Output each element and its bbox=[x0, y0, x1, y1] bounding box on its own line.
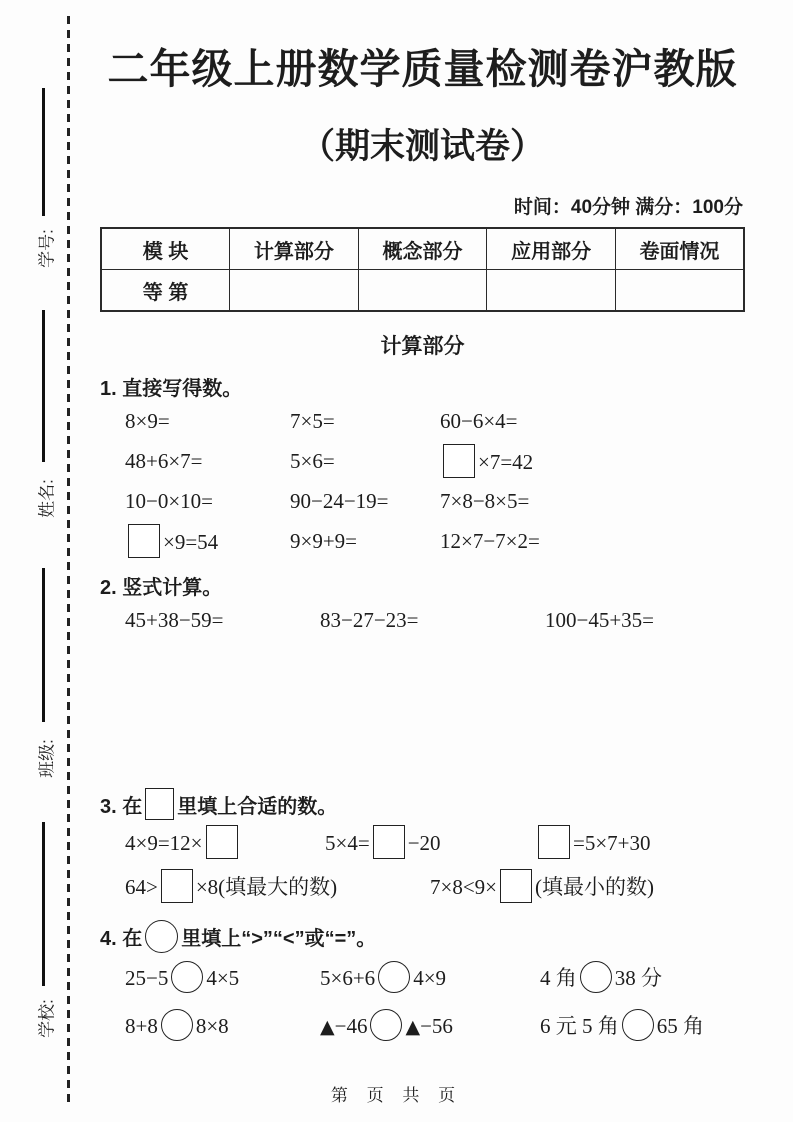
questions-area bbox=[100, 372, 745, 1049]
question-1-row-2 bbox=[100, 441, 745, 481]
writing-line-2 bbox=[42, 310, 45, 462]
triangle-symbol: ▲ bbox=[320, 1016, 335, 1038]
blank-circle-icon bbox=[161, 1009, 193, 1041]
sidebar-label-name: 姓名: bbox=[37, 479, 57, 518]
blank-box-icon bbox=[206, 825, 238, 859]
question-3 bbox=[100, 788, 745, 908]
question-4-row-1 bbox=[100, 953, 745, 1001]
score-table bbox=[100, 227, 745, 312]
question-3-row-1 bbox=[100, 820, 745, 864]
writing-line-1 bbox=[42, 88, 45, 216]
score-table-header-cell: 计算部分 bbox=[230, 228, 359, 270]
score-table-grade-value bbox=[615, 270, 744, 312]
question-1-row-1 bbox=[100, 401, 745, 441]
math-expression: 100−45+35= bbox=[545, 607, 655, 632]
math-expression: 25−5 4×5 bbox=[125, 961, 320, 993]
section-title: 计算部分 bbox=[380, 335, 465, 358]
math-expression: ×9=54 bbox=[125, 524, 290, 558]
math-expression: ×7=42 bbox=[440, 444, 533, 478]
writing-line-3 bbox=[42, 568, 45, 722]
math-expression: 7×8−8×5= bbox=[440, 488, 530, 513]
score-table-header-row bbox=[101, 228, 744, 270]
math-expression: 64> ×8(填最大的数) bbox=[125, 869, 430, 903]
question-2-label: 2. 竖式计算。 bbox=[100, 577, 223, 599]
math-expression: 5×4= −20 bbox=[325, 825, 535, 859]
score-table-grade-value bbox=[487, 270, 616, 312]
triangle-symbol: ▲ bbox=[405, 1016, 421, 1038]
sidebar-label-school: 学校: bbox=[37, 999, 57, 1038]
score-table-header-cell: 模 块 bbox=[101, 228, 230, 270]
blank-circle-icon bbox=[370, 1009, 402, 1041]
question-4-label: 4. 在 里填上“>”“<”或“=”。 bbox=[100, 920, 745, 953]
score-table-grade-row bbox=[101, 270, 744, 312]
exam-content bbox=[100, 0, 745, 1049]
blank-circle-icon bbox=[622, 1009, 654, 1041]
score-table-header-cell: 卷面情况 bbox=[615, 228, 744, 270]
blank-box-icon bbox=[500, 869, 532, 903]
blank-box-icon bbox=[373, 825, 405, 859]
question-4-row-2 bbox=[100, 1001, 745, 1049]
blank-box-icon bbox=[161, 869, 193, 903]
writing-line-4 bbox=[42, 822, 45, 986]
blank-box-icon bbox=[145, 788, 174, 820]
blank-circle-icon bbox=[378, 961, 410, 993]
blank-circle-icon bbox=[145, 920, 178, 953]
math-expression: =5×7+30 bbox=[535, 825, 651, 859]
question-1-row-3 bbox=[100, 481, 745, 521]
math-expression: 9×9+9= bbox=[290, 528, 358, 553]
question-3-row-2 bbox=[100, 864, 745, 908]
blank-box-icon bbox=[128, 524, 160, 558]
math-expression: 45+38−59= bbox=[125, 607, 224, 632]
math-expression: 83−27−23= bbox=[320, 607, 419, 632]
math-expression: 7×8<9× (填最小的数) bbox=[430, 869, 654, 903]
math-expression: 5×6+6 4×9 bbox=[320, 961, 540, 993]
question-2 bbox=[100, 571, 745, 640]
question-1-label: 1. 直接写得数。 bbox=[100, 378, 243, 400]
math-expression: 4×9=12× bbox=[125, 825, 325, 859]
score-table-header-cell: 概念部分 bbox=[358, 228, 487, 270]
blank-box-icon bbox=[538, 825, 570, 859]
math-expression: 48+6×7= bbox=[125, 448, 203, 473]
question-2-row-1 bbox=[100, 600, 745, 640]
score-table-grade-value bbox=[230, 270, 359, 312]
question-4 bbox=[100, 920, 745, 1049]
question-1-row-4 bbox=[100, 521, 745, 561]
blank-box-icon bbox=[443, 444, 475, 478]
score-table-header-cell: 应用部分 bbox=[487, 228, 616, 270]
sidebar-label-student-id: 学号: bbox=[37, 229, 57, 268]
question-3-label: 3. 在 里填上合适的数。 bbox=[100, 788, 745, 820]
page-subtitle: （期末测试卷） bbox=[299, 127, 545, 166]
sidebar-label-class: 班级: bbox=[37, 739, 57, 778]
math-expression: 8+8 8×8 bbox=[125, 1009, 320, 1041]
score-table-grade-value bbox=[358, 270, 487, 312]
math-expression: 12×7−7×2= bbox=[440, 528, 540, 553]
math-expression: 10−0×10= bbox=[125, 488, 214, 513]
page-title: 二年级上册数学质量检测卷沪教版 bbox=[107, 46, 738, 92]
math-expression: ▲−46 ▲−56 bbox=[320, 1009, 540, 1041]
math-expression: 5×6= bbox=[290, 448, 335, 473]
binding-dashed-line bbox=[67, 16, 70, 1106]
blank-circle-icon bbox=[171, 961, 203, 993]
blank-circle-icon bbox=[580, 961, 612, 993]
score-table-grade-label: 等 第 bbox=[101, 270, 230, 312]
time-info: 时间：40分钟 满分：100分 bbox=[513, 197, 743, 218]
question-1 bbox=[100, 372, 745, 561]
math-expression: 6 元 5 角 65 角 bbox=[540, 1009, 704, 1041]
math-expression: 60−6×4= bbox=[440, 408, 518, 433]
math-expression: 90−24−19= bbox=[290, 488, 389, 513]
page-footer: 第 页 共 页 bbox=[330, 1086, 463, 1105]
math-expression: 7×5= bbox=[290, 408, 335, 433]
math-expression: 8×9= bbox=[125, 408, 170, 433]
math-expression: 4 角 38 分 bbox=[540, 961, 662, 993]
